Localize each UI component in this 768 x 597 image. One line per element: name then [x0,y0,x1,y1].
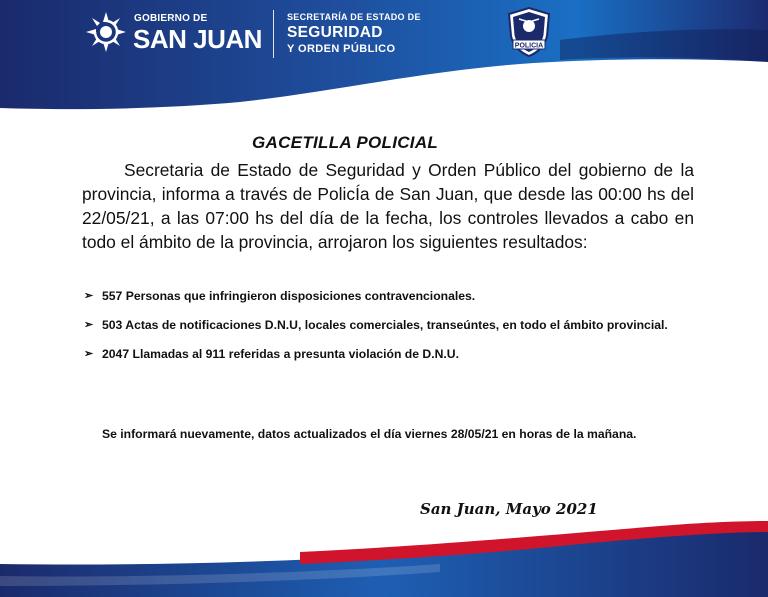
footer-banner [0,512,768,597]
result-item [84,311,694,340]
signature-line: San Juan, Mayo 2021 [420,500,598,518]
secretaria-line2: SEGURIDAD [287,24,383,41]
results-list [84,282,694,369]
result-text: 503 Actas de notificaciones D.N.U, locales comerciales, transeúntes, en todo el ámbito provincial. [102,318,668,332]
secretaria-line3: Y ORDEN PÚBLICO [287,43,396,55]
logo-small-text: GOBIERNO DE [134,13,208,24]
sun-emblem-icon [84,10,128,54]
intro-paragraph: Secretaria de Estado de Seguridad y Orden Público del gobierno de la provincia, informa a través de PolicÍa de San Juan, que desde las 00:00 hs del 22/05/21, a las 07:00 hs del día de la fecha, los controles llevados a cabo en todo el ámbito de la provincia, arrojaron los siguientes resultados: [82,160,694,252]
logo-big-text: SAN JUAN [133,24,262,54]
badge-label: POLICIA [514,42,544,50]
gobierno-san-juan-logo [84,8,260,60]
header-divider [273,10,274,58]
secretaria-name [287,12,421,55]
police-badge-icon [505,6,553,58]
arrow-bullet-icon: ➢ [84,319,94,331]
document-title: GACETILLA POLICIAL [252,133,439,152]
result-item [84,282,694,311]
result-item [84,340,694,369]
result-text: 2047 Llamadas al 911 referidas a presunta violación de D.N.U. [102,347,459,361]
secretaria-line1: SECRETARÍA DE ESTADO DE [287,12,421,22]
update-note: Se informará nuevamente, datos actualizados el día viernes 28/05/21 en horas de la mañana. [102,427,637,441]
result-text: 557 Personas que infringieron disposiciones contravencionales. [102,289,476,303]
arrow-bullet-icon: ➢ [84,290,94,302]
arrow-bullet-icon: ➢ [84,348,94,360]
